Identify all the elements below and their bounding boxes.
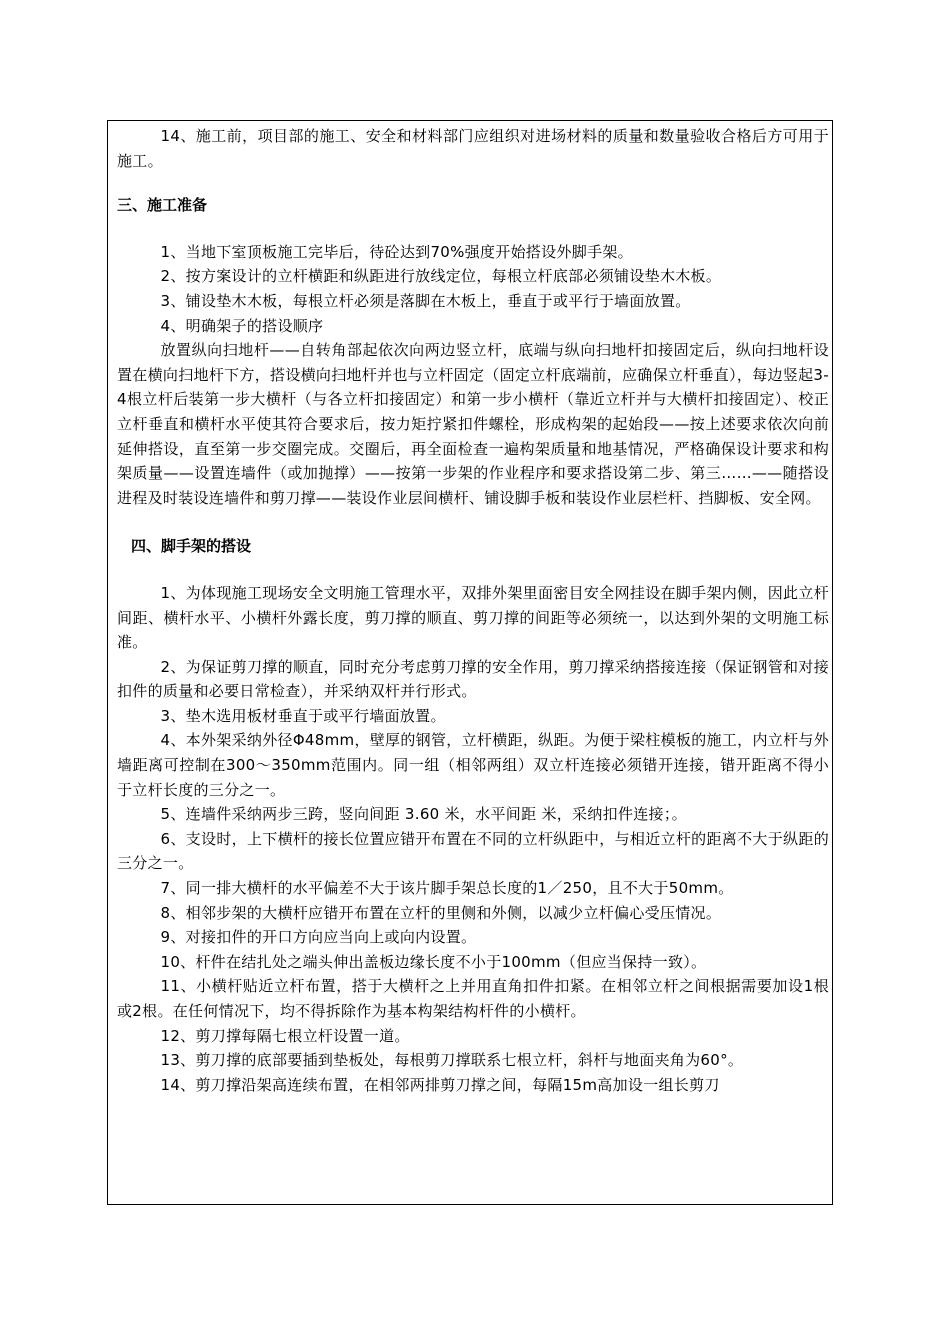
section-4-item: 11、小横杆贴近立杆布置，搭于大横杆之上并用直角扣件扣紧。在相邻立杆之间根据需要加设1根或2根。在任何情况下，均不得拆除作为基本构架结构杆件的小横杆。 [117, 977, 829, 1020]
section-3-sequence: 放置纵向扫地杆——自转角部起依次向两边竖立杆，底端与纵向扫地杆扣接固定后，纵向扫地杆设置在横向扫地杆下方，搭设横向扫地杆并也与立杆固定（固定立杆底端前，应确保立杆垂直），每边竖起3-4根立杆后装第一步大横杆（与各立杆扣接固定）和第一步小横杆（靠近立杆并与大横杆扣接固定）、校正立杆垂直和横杆水平使其符合要求后，按力矩拧紧扣件螺栓，形成构架的起始段——按上述要求依次向前延伸搭设，直至第一步交圈完成。交圈后，再全面检查一遍构架质量和地基情况，严格确保设计要求和构架质量——设置连墙件（或加抛撑）——按第一步架的作业程序和要求搭设第二步、第三……——随搭设进程及时装设连墙件和剪刀撑——装设作业层间横杆、铺设脚手板和装设作业层栏杆、挡脚板、安全网。 [117, 341, 829, 507]
section-3-heading: 三、施工准备 [117, 196, 208, 215]
section-4-item: 14、剪刀撑沿架高连续布置，在相邻两排剪刀撑之间，每隔15m高加设一组长剪刀 [160, 1075, 720, 1094]
document-body [117, 124, 829, 1097]
section-4-item: 8、相邻步架的大横杆应错开布置在立杆的里侧和外侧，以减少立杆偏心受压情况。 [160, 903, 722, 922]
section-3-item: 4、明确架子的搭设顺序 [160, 316, 324, 335]
section-4-item: 13、剪刀撑的底部要插到垫板处，每根剪刀撑联系七根立杆，斜杆与地面夹角为60°。 [160, 1051, 744, 1070]
section-4-item: 1、为体现施工现场安全文明施工管理水平，双排外架里面密目安全网挂设在脚手架内侧，因此立杆间距、横杆水平、小横杆外露长度，剪刀撑的顺直、剪刀撑的间距等必须统一，以达到外架的文明施工标准。 [117, 583, 829, 652]
section-4-heading: 四、脚手架的搭设 [131, 537, 252, 556]
section-4-item: 2、为保证剪刀撑的顺直，同时充分考虑剪刀撑的安全作用，剪刀撑采纳搭接连接（保证钢管和对接扣件的质量和必要日常检查），并采纳双杆并行形式。 [117, 657, 829, 701]
section-4-item: 4、本外架采纳外径Φ48mm，壁厚的钢管，立杆横距，纵距。为便于梁柱模板的施工，内立杆与外墙距离可控制在300～350mm范围内。同一组（相邻两组）双立杆连接必须错开连接，错开距离不得小于立杆长度的三分之一。 [117, 731, 829, 799]
section-4-item: 9、对接扣件的开口方向应当向上或向内设置。 [160, 928, 477, 947]
prev-item-14: 14、施工前，项目部的施工、安全和材料部门应组织对进场材料的质量和数量验收合格后方可用于施工。 [117, 127, 829, 170]
section-4-item: 6、支设时，上下横杆的接长位置应错开布置在不同的立杆纵距中，与相近立杆的距离不大于纵距的三分之一。 [117, 829, 829, 873]
section-4-item: 12、剪刀撑每隔七根立杆设置一道。 [160, 1026, 410, 1045]
section-3-item: 1、当地下室顶板施工完毕后，待砼达到70%强度开始搭设外脚手架。 [160, 242, 633, 261]
section-3-item: 2、按方案设计的立杆横距和纵距进行放线定位，每根立杆底部必须铺设垫木木板。 [160, 267, 722, 286]
section-4-item: 10、杆件在结扎处之端头伸出盖板边缘长度不小于100mm（但应当保持一致）。 [160, 952, 707, 971]
section-4-item: 5、连墙件采纳两步三跨，竖向间距 3.60 米，水平间距 米，采纳扣件连接；。 [160, 805, 687, 824]
section-4-item: 7、同一排大横杆的水平偏差不大于该片脚手架总长度的1／250，且不大于50mm。 [160, 879, 734, 898]
section-3-item: 3、铺设垫木木板，每根立杆必须是落脚在木板上，垂直于或平行于墙面放置。 [160, 291, 691, 310]
section-4-item: 3、垫木选用板材垂直于或平行墙面放置。 [160, 706, 446, 725]
